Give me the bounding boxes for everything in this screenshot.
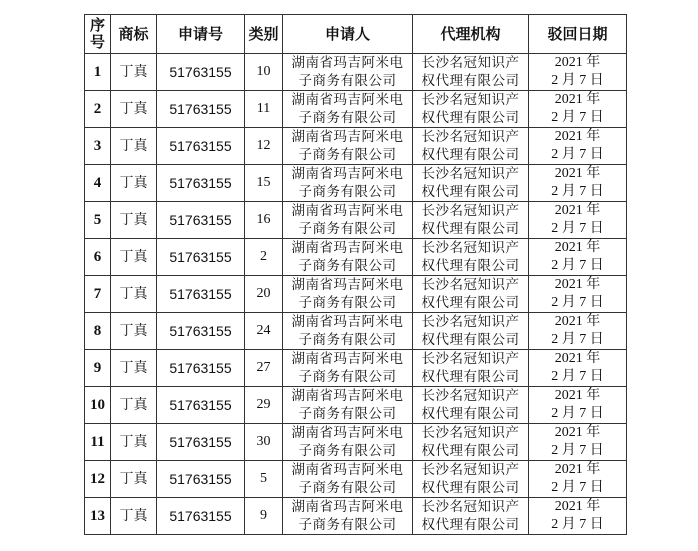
applicant-line-2: 子商务有限公司 — [298, 147, 397, 163]
agency-line-2: 权代理有限公司 — [421, 295, 520, 311]
applicant-line-2: 子商务有限公司 — [298, 332, 397, 348]
applicant-line-1: 湖南省玛吉阿米电 — [291, 425, 404, 441]
agency-line-1: 长沙名冠知识产 — [421, 314, 520, 330]
agency-line-2: 权代理有限公司 — [421, 258, 520, 274]
cell-trademark: 丁真 — [111, 461, 157, 498]
date-line-2: 2 月 7 日 — [551, 332, 604, 347]
cell-agency — [413, 424, 529, 461]
cell-rejection-date — [529, 54, 627, 91]
agency-line-2: 权代理有限公司 — [421, 406, 520, 422]
cell-no: 4 — [85, 165, 111, 202]
date-line-2: 2 月 7 日 — [551, 147, 604, 162]
cell-trademark: 丁真 — [111, 276, 157, 313]
agency-line-1: 长沙名冠知识产 — [421, 425, 520, 441]
table-row — [85, 128, 627, 165]
cell-no: 9 — [85, 350, 111, 387]
cell-applicant — [283, 165, 413, 202]
cell-class: 11 — [245, 91, 283, 128]
agency-line-2: 权代理有限公司 — [421, 443, 520, 459]
cell-rejection-date — [529, 165, 627, 202]
cell-trademark: 丁真 — [111, 387, 157, 424]
cell-application-no: 51763155 — [157, 128, 245, 165]
agency-line-1: 长沙名冠知识产 — [421, 55, 520, 71]
applicant-line-1: 湖南省玛吉阿米电 — [291, 388, 404, 404]
date-line-2: 2 月 7 日 — [551, 184, 604, 199]
cell-class: 15 — [245, 165, 283, 202]
applicant-line-2: 子商务有限公司 — [298, 480, 397, 496]
agency-line-2: 权代理有限公司 — [421, 110, 520, 126]
agency-line-2: 权代理有限公司 — [421, 369, 520, 385]
agency-line-1: 长沙名冠知识产 — [421, 129, 520, 145]
cell-rejection-date — [529, 128, 627, 165]
agency-line-2: 权代理有限公司 — [421, 147, 520, 163]
cell-application-no: 51763155 — [157, 54, 245, 91]
agency-line-1: 长沙名冠知识产 — [421, 388, 520, 404]
agency-line-1: 长沙名冠知识产 — [421, 92, 520, 108]
applicant-line-1: 湖南省玛吉阿米电 — [291, 462, 404, 478]
table-row — [85, 165, 627, 202]
cell-trademark: 丁真 — [111, 202, 157, 239]
applicant-line-1: 湖南省玛吉阿米电 — [291, 92, 404, 108]
cell-applicant — [283, 202, 413, 239]
cell-class: 27 — [245, 350, 283, 387]
cell-rejection-date — [529, 387, 627, 424]
header-rejection-date: 驳回日期 — [529, 15, 627, 54]
agency-line-1: 长沙名冠知识产 — [421, 351, 520, 367]
agency-line-2: 权代理有限公司 — [421, 73, 520, 89]
cell-applicant — [283, 54, 413, 91]
cell-applicant — [283, 424, 413, 461]
agency-line-1: 长沙名冠知识产 — [421, 462, 520, 478]
cell-class: 20 — [245, 276, 283, 313]
cell-no: 7 — [85, 276, 111, 313]
cell-application-no: 51763155 — [157, 424, 245, 461]
applicant-line-1: 湖南省玛吉阿米电 — [291, 129, 404, 145]
cell-rejection-date — [529, 461, 627, 498]
cell-applicant — [283, 387, 413, 424]
cell-rejection-date — [529, 424, 627, 461]
applicant-line-2: 子商务有限公司 — [298, 221, 397, 237]
cell-application-no: 51763155 — [157, 91, 245, 128]
date-line-2: 2 月 7 日 — [551, 369, 604, 384]
table-row — [85, 239, 627, 276]
agency-line-1: 长沙名冠知识产 — [421, 499, 520, 515]
header-class: 类别 — [245, 15, 283, 54]
cell-no: 1 — [85, 54, 111, 91]
cell-application-no: 51763155 — [157, 239, 245, 276]
applicant-line-1: 湖南省玛吉阿米电 — [291, 499, 404, 515]
header-agency: 代理机构 — [413, 15, 529, 54]
table-header-row — [85, 15, 627, 54]
applicant-line-1: 湖南省玛吉阿米电 — [291, 351, 404, 367]
table-row — [85, 202, 627, 239]
date-line-1: 2021 年 — [554, 203, 601, 218]
cell-class: 16 — [245, 202, 283, 239]
cell-class: 12 — [245, 128, 283, 165]
date-line-1: 2021 年 — [554, 425, 601, 440]
cell-agency — [413, 461, 529, 498]
header-no: 序号 — [85, 15, 111, 54]
cell-trademark: 丁真 — [111, 239, 157, 276]
date-line-1: 2021 年 — [554, 462, 601, 477]
applicant-line-2: 子商务有限公司 — [298, 258, 397, 274]
cell-trademark: 丁真 — [111, 128, 157, 165]
cell-agency — [413, 54, 529, 91]
cell-class: 29 — [245, 387, 283, 424]
cell-applicant — [283, 239, 413, 276]
cell-no: 2 — [85, 91, 111, 128]
date-line-2: 2 月 7 日 — [551, 258, 604, 273]
applicant-line-1: 湖南省玛吉阿米电 — [291, 240, 404, 256]
applicant-line-1: 湖南省玛吉阿米电 — [291, 166, 404, 182]
cell-application-no: 51763155 — [157, 165, 245, 202]
date-line-2: 2 月 7 日 — [551, 517, 604, 532]
agency-line-1: 长沙名冠知识产 — [421, 203, 520, 219]
cell-trademark: 丁真 — [111, 313, 157, 350]
date-line-1: 2021 年 — [554, 388, 601, 403]
cell-no: 13 — [85, 498, 111, 535]
cell-applicant — [283, 128, 413, 165]
cell-trademark: 丁真 — [111, 54, 157, 91]
cell-rejection-date — [529, 239, 627, 276]
date-line-1: 2021 年 — [554, 240, 601, 255]
date-line-2: 2 月 7 日 — [551, 480, 604, 495]
applicant-line-2: 子商务有限公司 — [298, 184, 397, 200]
table-row — [85, 387, 627, 424]
cell-no: 5 — [85, 202, 111, 239]
table-row — [85, 276, 627, 313]
trademark-rejection-table — [84, 14, 627, 535]
date-line-1: 2021 年 — [554, 499, 601, 514]
cell-applicant — [283, 91, 413, 128]
cell-applicant — [283, 276, 413, 313]
applicant-line-2: 子商务有限公司 — [298, 73, 397, 89]
agency-line-2: 权代理有限公司 — [421, 332, 520, 348]
cell-application-no: 51763155 — [157, 498, 245, 535]
date-line-1: 2021 年 — [554, 55, 601, 70]
cell-no: 12 — [85, 461, 111, 498]
agency-line-2: 权代理有限公司 — [421, 517, 520, 533]
date-line-2: 2 月 7 日 — [551, 295, 604, 310]
header-trademark: 商标 — [111, 15, 157, 54]
cell-application-no: 51763155 — [157, 350, 245, 387]
agency-line-1: 长沙名冠知识产 — [421, 277, 520, 293]
table-row — [85, 350, 627, 387]
cell-agency — [413, 91, 529, 128]
cell-trademark: 丁真 — [111, 165, 157, 202]
cell-agency — [413, 165, 529, 202]
cell-agency — [413, 350, 529, 387]
applicant-line-2: 子商务有限公司 — [298, 110, 397, 126]
table-body — [85, 54, 627, 535]
cell-applicant — [283, 313, 413, 350]
date-line-2: 2 月 7 日 — [551, 110, 604, 125]
table-row — [85, 54, 627, 91]
cell-no: 6 — [85, 239, 111, 276]
cell-agency — [413, 313, 529, 350]
agency-line-2: 权代理有限公司 — [421, 480, 520, 496]
date-line-1: 2021 年 — [554, 166, 601, 181]
cell-agency — [413, 276, 529, 313]
applicant-line-2: 子商务有限公司 — [298, 406, 397, 422]
cell-class: 2 — [245, 239, 283, 276]
date-line-1: 2021 年 — [554, 314, 601, 329]
date-line-1: 2021 年 — [554, 351, 601, 366]
agency-line-2: 权代理有限公司 — [421, 184, 520, 200]
cell-agency — [413, 128, 529, 165]
cell-no: 3 — [85, 128, 111, 165]
table-row — [85, 313, 627, 350]
agency-line-2: 权代理有限公司 — [421, 221, 520, 237]
cell-trademark: 丁真 — [111, 350, 157, 387]
cell-application-no: 51763155 — [157, 202, 245, 239]
date-line-2: 2 月 7 日 — [551, 406, 604, 421]
cell-applicant — [283, 350, 413, 387]
cell-agency — [413, 387, 529, 424]
cell-applicant — [283, 461, 413, 498]
header-applicant: 申请人 — [283, 15, 413, 54]
table-row — [85, 498, 627, 535]
applicant-line-2: 子商务有限公司 — [298, 517, 397, 533]
applicant-line-1: 湖南省玛吉阿米电 — [291, 277, 404, 293]
cell-class: 24 — [245, 313, 283, 350]
cell-rejection-date — [529, 313, 627, 350]
cell-rejection-date — [529, 91, 627, 128]
cell-applicant — [283, 498, 413, 535]
cell-class: 30 — [245, 424, 283, 461]
agency-line-1: 长沙名冠知识产 — [421, 240, 520, 256]
applicant-line-2: 子商务有限公司 — [298, 369, 397, 385]
cell-rejection-date — [529, 202, 627, 239]
agency-line-1: 长沙名冠知识产 — [421, 166, 520, 182]
date-line-2: 2 月 7 日 — [551, 73, 604, 88]
cell-trademark: 丁真 — [111, 424, 157, 461]
cell-application-no: 51763155 — [157, 313, 245, 350]
applicant-line-1: 湖南省玛吉阿米电 — [291, 203, 404, 219]
applicant-line-1: 湖南省玛吉阿米电 — [291, 314, 404, 330]
table-row — [85, 91, 627, 128]
date-line-1: 2021 年 — [554, 92, 601, 107]
header-application-no: 申请号 — [157, 15, 245, 54]
cell-class: 5 — [245, 461, 283, 498]
cell-no: 10 — [85, 387, 111, 424]
cell-agency — [413, 498, 529, 535]
cell-no: 8 — [85, 313, 111, 350]
cell-rejection-date — [529, 350, 627, 387]
cell-agency — [413, 239, 529, 276]
date-line-1: 2021 年 — [554, 277, 601, 292]
date-line-1: 2021 年 — [554, 129, 601, 144]
cell-application-no: 51763155 — [157, 461, 245, 498]
applicant-line-2: 子商务有限公司 — [298, 443, 397, 459]
cell-no: 11 — [85, 424, 111, 461]
cell-trademark: 丁真 — [111, 91, 157, 128]
date-line-2: 2 月 7 日 — [551, 221, 604, 236]
cell-trademark: 丁真 — [111, 498, 157, 535]
applicant-line-2: 子商务有限公司 — [298, 295, 397, 311]
cell-class: 10 — [245, 54, 283, 91]
cell-rejection-date — [529, 498, 627, 535]
applicant-line-1: 湖南省玛吉阿米电 — [291, 55, 404, 71]
table-row — [85, 424, 627, 461]
cell-application-no: 51763155 — [157, 276, 245, 313]
cell-agency — [413, 202, 529, 239]
cell-application-no: 51763155 — [157, 387, 245, 424]
cell-rejection-date — [529, 276, 627, 313]
cell-class: 9 — [245, 498, 283, 535]
date-line-2: 2 月 7 日 — [551, 443, 604, 458]
table-row — [85, 461, 627, 498]
